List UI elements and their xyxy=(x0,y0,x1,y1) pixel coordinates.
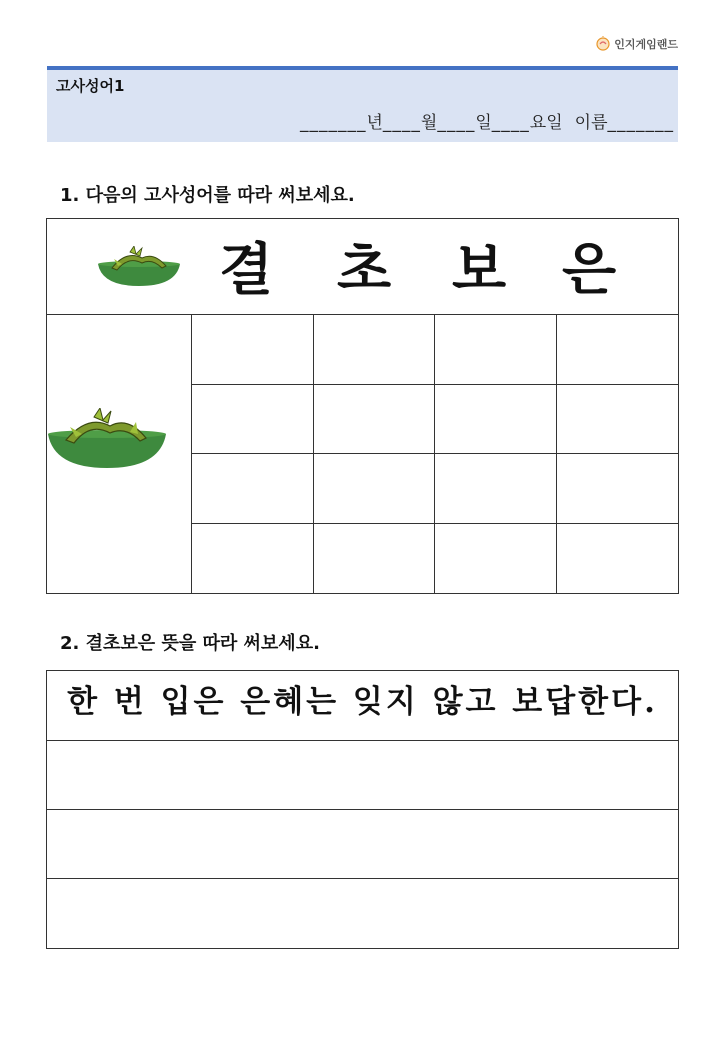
month-label: 월 xyxy=(420,113,438,133)
date-name-line xyxy=(300,108,674,133)
year-label: 년 xyxy=(366,113,383,133)
section2-title: 2. 결초보은 뜻을 따라 써보세요. xyxy=(60,633,320,654)
month-blank[interactable]: ____ xyxy=(382,113,421,133)
section1-title: 1. 다음의 고사성어를 따라 써보세요. xyxy=(60,185,355,206)
day-label: 일 xyxy=(475,113,492,133)
weekday-label: 요일 xyxy=(529,113,563,133)
meaning-practice-grid xyxy=(46,670,679,949)
brand-logo-text: 인지게임랜드 xyxy=(614,38,678,51)
brain-bulb-icon xyxy=(595,36,611,52)
practice-cell[interactable] xyxy=(314,315,434,384)
worksheet-title: 고사성어1 xyxy=(56,77,125,95)
writing-row[interactable] xyxy=(47,810,678,878)
grass-knot-icon xyxy=(48,408,166,470)
idiom-char-3: 보 xyxy=(451,237,507,303)
meaning-sentence: 한 번 입은 은혜는 잊지 않고 보답한다. xyxy=(67,684,658,720)
idiom-char-2: 초 xyxy=(336,237,392,303)
weekday-blank[interactable]: ____ xyxy=(491,113,530,133)
grass-knot-icon xyxy=(98,246,180,288)
idiom-char-4: 은 xyxy=(561,237,617,303)
practice-cell[interactable] xyxy=(435,315,556,384)
practice-cell[interactable] xyxy=(557,315,678,384)
name-blank[interactable]: _______ xyxy=(607,113,674,133)
brand-logo xyxy=(595,36,678,52)
writing-row[interactable] xyxy=(47,879,678,948)
idiom-char-1: 결 xyxy=(218,237,274,303)
worksheet-header xyxy=(47,66,678,142)
day-blank[interactable]: ____ xyxy=(437,113,476,133)
name-label: 이름 xyxy=(574,113,608,133)
writing-row[interactable] xyxy=(47,741,678,809)
idiom-practice-grid xyxy=(46,218,679,594)
year-blank[interactable]: _______ xyxy=(299,113,367,133)
practice-cell[interactable] xyxy=(192,315,313,384)
